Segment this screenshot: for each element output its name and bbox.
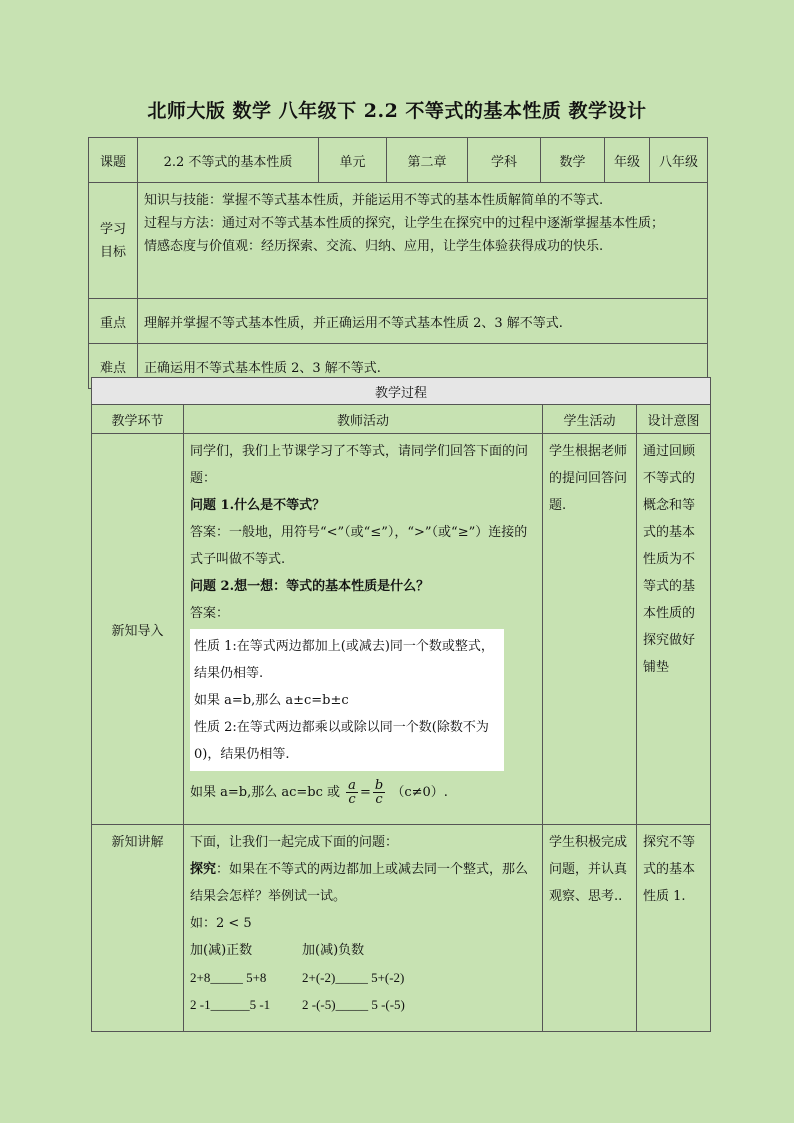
- key-text: 理解并掌握不等式基本性质，并正确运用不等式基本性质 2、3 解不等式.: [138, 299, 708, 344]
- column-heads: [190, 937, 536, 964]
- positive-col-head: 加(减)正数: [190, 943, 253, 958]
- explore-text: ：如果在不等式的两边都加上或减去同一个整式，那么结果会怎样？举例试一试。: [190, 862, 529, 904]
- exercise-2a: 2 -1______5 -1: [190, 997, 271, 1012]
- example: 如：2 < 5: [190, 916, 252, 931]
- fraction-a-over-c: [346, 779, 358, 806]
- explore-question: [190, 856, 536, 910]
- unit-label: 单元: [319, 138, 387, 183]
- col-design-header: 设计意图: [637, 405, 711, 434]
- stage-intro: 新知导入: [92, 434, 184, 825]
- student-activity-explain: 学生积极完成问题，并认真观察、思考..: [543, 825, 637, 1032]
- exercise-line-1: [190, 964, 536, 991]
- exercise-1b: 2+(-2)_____ 5+(-2): [302, 970, 405, 985]
- info-table: [88, 137, 708, 389]
- property-2-formula: 如果 a=b,那么 ac=bc 或 $\frac{a}{c}$ = $\frac{b}{c}$ （c≠0）.: [190, 778, 448, 807]
- frac2-denominator: c: [375, 792, 383, 807]
- property-1-formula: 如果 a=b,那么 a±c=b±c: [194, 693, 349, 708]
- exercise-1a: 2+8_____ 5+8: [190, 970, 267, 985]
- objective-attitude: 情感态度与价值观：经历探索、交流、归纳、应用，让学生体验获得成功的快乐.: [144, 239, 604, 254]
- property-1: 性质 1:在等式两边都加上(或减去)同一个数或整式，结果仍相等.: [194, 639, 494, 681]
- answer-1: 答案：一般地，用符号“<”（或“≤”），“>”（或“≥”）连接的式子叫做不等式.: [190, 525, 528, 567]
- teacher-activity-explain: [184, 825, 543, 1032]
- col-student-header: 学生活动: [543, 405, 637, 434]
- explore-label: 探究: [190, 862, 217, 877]
- formula-suffix: （c≠0）.: [391, 785, 448, 800]
- formula-prefix: 如果 a=b,那么 ac=bc 或: [190, 785, 341, 800]
- exercise-2b: 2 -(-5)_____ 5 -(-5): [302, 997, 405, 1012]
- col-stage-header: 教学环节: [92, 405, 184, 434]
- intro-text: 同学们，我们上节课学习了不等式，请同学们回答下面的问题：: [190, 444, 529, 486]
- objective-process: 过程与方法：通过对不等式基本性质的探究，让学生在探究中的过程中逐渐掌握基本性质；: [144, 216, 665, 231]
- property-2: 性质 2:在等式两边都乘以或除以同一个数(除数不为 0)，结果仍相等.: [194, 720, 489, 762]
- subject-label: 学科: [468, 138, 541, 183]
- explain-intro: 下面，让我们一起完成下面的问题：: [190, 835, 399, 850]
- objective-knowledge: 知识与技能：掌握不等式基本性质，并能运用不等式的基本性质解简单的不等式.: [144, 193, 604, 208]
- course-value: 2.2 不等式的基本性质: [138, 138, 319, 183]
- course-label: 课题: [89, 138, 138, 183]
- equality-properties-box: [190, 629, 504, 771]
- page-title: 北师大版 数学 八年级下 2.2 不等式的基本性质 教学设计: [147, 100, 647, 122]
- col-teacher-header: 教师活动: [184, 405, 543, 434]
- design-intent-explain: 探究不等式的基本性质 1.: [637, 825, 711, 1032]
- table-row: [92, 825, 711, 1032]
- grade-label: 年级: [605, 138, 650, 183]
- stage-explain: 新知讲解: [92, 825, 184, 1032]
- negative-col-head: 加(减)负数: [302, 943, 365, 958]
- answer-2-label: 答案：: [190, 606, 230, 621]
- difficulty-text: 正确运用不等式基本性质 2、3 解不等式.: [138, 344, 708, 389]
- frac1-denominator: c: [348, 792, 356, 807]
- design-intent-intro: 通过回顾不等式的概念和等式的基本性质为不等式的基本性质的探究做好铺垫: [637, 434, 711, 825]
- exercise-line-2: [190, 991, 536, 1018]
- difficulty-label: 难点: [89, 344, 138, 389]
- student-activity-intro: 学生根据老师的提问回答问题.: [543, 434, 637, 825]
- unit-value: 第二章: [387, 138, 468, 183]
- process-header: 教学过程: [92, 378, 711, 405]
- objectives-label: 学习目标: [89, 183, 138, 299]
- teacher-activity-intro: [184, 434, 543, 825]
- table-row: [92, 434, 711, 825]
- frac1-numerator: a: [348, 778, 356, 793]
- fraction-b-over-c: [373, 779, 385, 806]
- question-2: 问题 2.想一想：等式的基本性质是什么？: [190, 579, 430, 594]
- question-1: 问题 1.什么是不等式？: [190, 498, 326, 513]
- subject-value: 数学: [541, 138, 605, 183]
- grade-value: 八年级: [650, 138, 708, 183]
- objectives-cell: [138, 183, 708, 299]
- process-table: [91, 377, 711, 1032]
- frac2-numerator: b: [374, 778, 384, 793]
- key-label: 重点: [89, 299, 138, 344]
